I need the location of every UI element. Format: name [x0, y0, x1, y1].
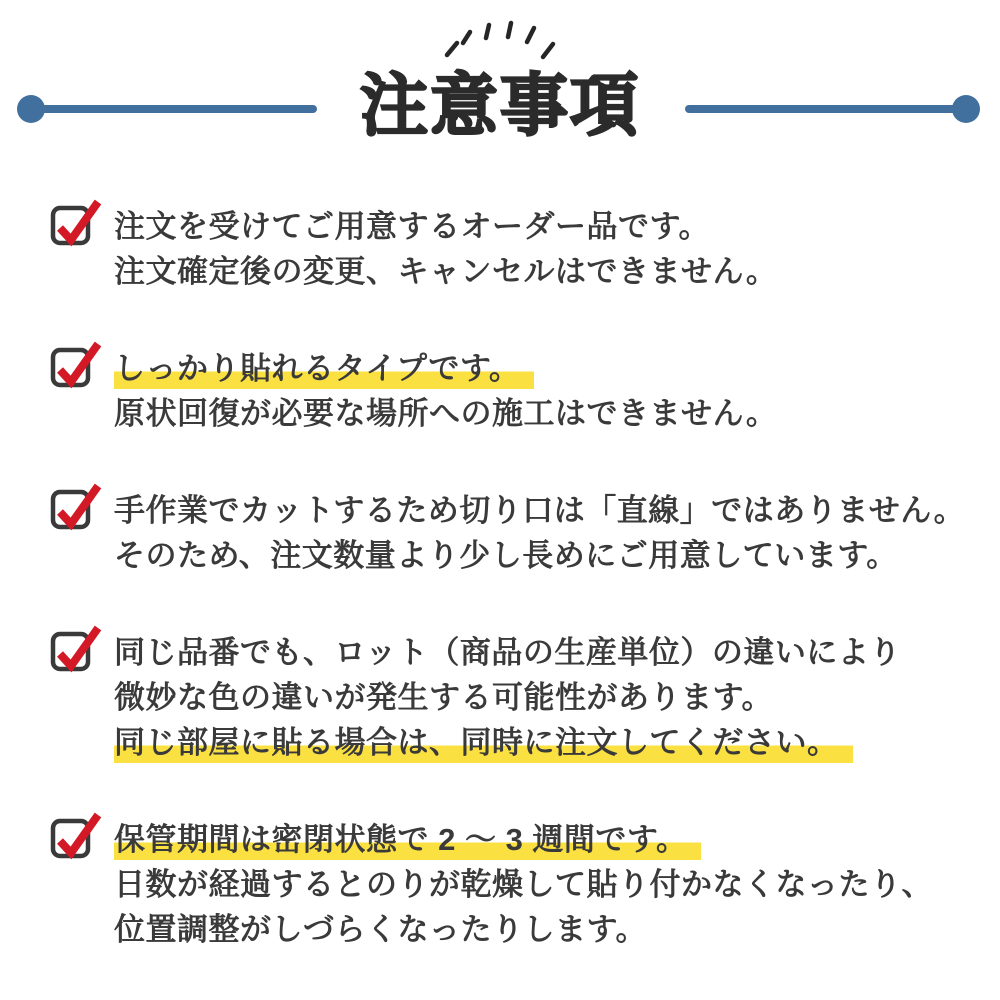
notice-text [114, 488, 965, 578]
notice-line: しっかり貼れるタイプです。 [114, 346, 777, 391]
right-divider-line [685, 95, 980, 123]
page-title: 注意事項 [359, 68, 640, 144]
notice-text [114, 346, 777, 436]
notice-item-1 [50, 204, 970, 294]
notice-item-5 [50, 817, 970, 952]
notice-line: 位置調整がしづらくなったりします。 [114, 912, 648, 947]
notice-line: 日数が経過するとのりが乾燥して貼り付かなくなったり、 [114, 867, 933, 902]
notice-line: そのため、注文数量より少し長めにご用意しています。 [114, 538, 898, 573]
notice-item-3 [50, 488, 970, 578]
notice-line: 注文確定後の変更、キャンセルはできません。 [114, 254, 778, 289]
notice-list [0, 168, 1000, 952]
red-checkmark-checkbox-icon [50, 194, 102, 248]
notice-line: 注文を受けてご用意するオーダー品です。 [114, 209, 711, 244]
notice-line: 微妙な色の違いが発生する可能性があります。 [114, 680, 774, 715]
notice-item-2 [50, 346, 970, 436]
notice-line: 同じ部屋に貼る場合は、同時に注文してください。 [114, 720, 901, 765]
notice-text [114, 204, 777, 294]
header [0, 0, 1000, 168]
notice-line: 保管期間は密閉状態で 2 〜 3 週間です。 [114, 817, 933, 862]
notice-line: 原状回復が必要な場所への施工はできません。 [114, 396, 778, 431]
red-checkmark-checkbox-icon [50, 807, 102, 861]
red-checkmark-checkbox-icon [50, 478, 102, 532]
notice-line: 手作業でカットするため切り口は「直線」ではありません。 [114, 493, 966, 528]
notice-line: 同じ品番でも、ロット（商品の生産単位）の違いにより [114, 635, 901, 670]
rays-icon [428, 14, 568, 64]
red-checkmark-checkbox-icon [50, 620, 102, 674]
red-checkmark-checkbox-icon [50, 336, 102, 390]
notice-item-4 [50, 630, 970, 765]
notice-text [114, 630, 901, 765]
right-divider-dot [952, 95, 980, 123]
notice-text [114, 817, 933, 952]
